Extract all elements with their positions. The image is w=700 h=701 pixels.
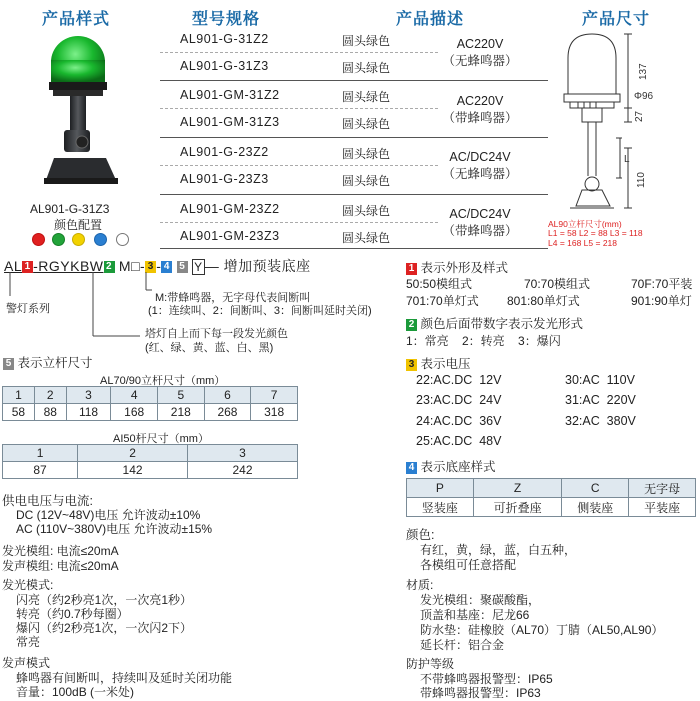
voltage-option: 25:AC.DC 48V xyxy=(416,434,502,448)
al7090-caption: AL70/90立杆尺寸（mm） xyxy=(100,375,226,387)
voltage-option: 22:AC.DC 12V xyxy=(416,373,502,387)
model-row-4: AL901-GM-31Z3 xyxy=(180,115,280,129)
table-cell: 4 xyxy=(111,387,158,404)
protection-line-2: 带蜂鸣器报警型：IP63 xyxy=(420,686,541,700)
row-divider xyxy=(160,165,438,166)
table-cell: 268 xyxy=(204,404,251,421)
table-cell: 可折叠座 xyxy=(473,498,561,517)
table-cell: 5 xyxy=(158,387,205,404)
power-dc: DC (12V~48V)电压 允许波动±10% xyxy=(16,508,201,522)
voltage-option: 30:AC 110V xyxy=(565,373,635,387)
al50-pole-table xyxy=(2,444,298,479)
table-cell: 318 xyxy=(251,404,298,421)
table-cell: 58 xyxy=(3,404,35,421)
material-title: 材质: xyxy=(406,578,434,592)
table-cell: Z xyxy=(473,479,561,498)
badge-3: 3 xyxy=(145,261,156,273)
table-cell: 2 xyxy=(34,387,66,404)
shape-option: 70F:70平装 xyxy=(631,277,693,291)
desc-group-2: AC220V （带蜂鸣器） xyxy=(442,94,518,125)
shape-row-6: 圆头绿色 xyxy=(342,174,391,188)
desc-group-4: AC/DC24V （带蜂鸣器） xyxy=(442,207,518,238)
voltage-option: 31:AC 220V xyxy=(565,393,636,407)
pole-size-note-line1: L1 = 58 L2 = 88 L3 = 118 xyxy=(548,228,643,238)
row-divider xyxy=(160,222,438,223)
color-line-2: 各模组可任意搭配 xyxy=(420,558,517,572)
table-cell: 218 xyxy=(158,404,205,421)
row-divider xyxy=(160,108,438,109)
desc-group-1: AC220V （无蜂鸣器） xyxy=(442,37,518,68)
table-cell: 侧装座 xyxy=(562,498,629,517)
header-model-spec: 型号规格 xyxy=(192,11,261,28)
sound-module-current: 发声模组: 电流≤20mA xyxy=(2,559,119,573)
table-cell: 2 xyxy=(78,445,188,462)
section-2-title: 2 颜色后面带数字表示发光形式 xyxy=(406,314,583,332)
color-title: 颜色: xyxy=(406,528,435,542)
section-1-title: 1 表示外形及样式 xyxy=(406,258,508,276)
ordering-code: AL 1 -RGYKBW 2 M□- 3 - 4 5 Y — 增加预装底座 xyxy=(4,258,311,274)
row-divider xyxy=(160,52,438,53)
sound-volume: 音量：100dB (一米处) xyxy=(16,685,135,699)
al50-caption: AI50杆尺寸（mm） xyxy=(113,433,209,445)
color-dot-white xyxy=(116,233,129,246)
model-row-7: AL901-GM-23Z2 xyxy=(180,202,280,216)
header-product-desc: 产品描述 xyxy=(396,11,465,28)
badge-2: 2 xyxy=(104,261,115,273)
table-cell: 118 xyxy=(66,404,111,421)
table-cell: 3 xyxy=(188,445,298,462)
voltage-option: 23:AC.DC 24V xyxy=(416,393,502,407)
table-cell: P xyxy=(407,479,474,498)
pole-size-note-line2: L4 = 168 L5 = 218 xyxy=(548,238,618,248)
protection-line-1: 不带蜂鸣器报警型：IP65 xyxy=(420,672,553,686)
dim-L: L xyxy=(624,154,630,165)
color-dot-red xyxy=(32,233,45,246)
section-4-title: 4 表示底座样式 xyxy=(406,457,496,475)
section-5-title: 5 表示立杆尺寸 xyxy=(3,353,93,371)
light-form-options: 1：常亮 2：转亮 3：爆闪 xyxy=(406,334,561,348)
voltage-option: 24:AC.DC 36V xyxy=(416,414,502,428)
table-cell: 168 xyxy=(111,404,158,421)
model-row-8: AL901-GM-23Z3 xyxy=(180,229,280,243)
color-dot-yellow xyxy=(72,233,85,246)
model-row-6: AL901-G-23Z3 xyxy=(180,172,269,186)
dim-137: 137 xyxy=(638,63,649,80)
badge-4: 4 xyxy=(161,261,172,273)
badge-1: 1 xyxy=(22,261,33,273)
shape-option: 901:90单灯 xyxy=(631,294,692,308)
group-divider xyxy=(160,248,548,249)
model-row-3: AL901-GM-31Z2 xyxy=(180,88,280,102)
protection-title: 防护等级 xyxy=(406,657,455,671)
shape-row-8: 圆头绿色 xyxy=(342,231,391,245)
light-module-current: 发光模组: 电流≤20mA xyxy=(2,544,119,558)
power-ac: AC (110V~380V)电压 允许波动±15% xyxy=(16,522,213,536)
model-row-5: AL901-G-23Z2 xyxy=(180,145,269,159)
color-line-1: 有红，黄，绿，蓝，白五种， xyxy=(420,543,577,557)
shape-option: 801:80单灯式 xyxy=(507,294,580,308)
table-cell: 无字母 xyxy=(629,479,696,498)
dim-27: 27 xyxy=(634,110,645,122)
desc-group-3: AC/DC24V （无蜂鸣器） xyxy=(442,150,518,181)
group-divider xyxy=(160,80,548,81)
table-cell: 87 xyxy=(3,462,78,479)
light-mode-flash: 闪亮（约2秒亮1次，一次亮1秒） xyxy=(16,593,193,607)
series-label: 警灯系列 xyxy=(6,303,50,315)
shape-row-2: 圆头绿色 xyxy=(342,61,391,75)
m-note-2: (1：连续叫、2：间断叫、3：间断叫延时关闭) xyxy=(148,305,372,317)
table-cell: 1 xyxy=(3,445,78,462)
material-line-2: 顶盖和基座：尼龙66 xyxy=(420,608,530,622)
table-cell: C xyxy=(562,479,629,498)
header-product-size: 产品尺寸 xyxy=(582,11,651,28)
table-cell: 142 xyxy=(78,462,188,479)
badge-5: 5 xyxy=(177,261,188,273)
color-dot-blue xyxy=(94,233,107,246)
shape-option: 70:70模组式 xyxy=(524,277,591,291)
color-dot-green xyxy=(52,233,65,246)
light-mode-burst: 爆闪（约2秒亮1次，一次闪2下） xyxy=(16,621,193,635)
shape-row-3: 圆头绿色 xyxy=(342,90,391,104)
table-cell: 6 xyxy=(204,387,251,404)
group-divider xyxy=(160,137,548,138)
power-title: 供电电压与电流: xyxy=(2,494,93,508)
shape-option: 701:70单灯式 xyxy=(406,294,479,308)
group-divider xyxy=(160,194,548,195)
light-mode-title: 发光模式: xyxy=(2,578,54,592)
material-line-3: 防水垫：硅橡胶（AL70）丁腈（AL50,AL90） xyxy=(420,623,664,637)
table-cell: 7 xyxy=(251,387,298,404)
color-config-caption: 颜色配置 xyxy=(54,218,103,232)
product-model-caption: AL901-G-31Z3 xyxy=(30,202,110,216)
base-style-table xyxy=(406,478,696,517)
shape-row-4: 圆头绿色 xyxy=(342,117,391,131)
tower-note-2: (红、绿、黄、蓝、白、黑) xyxy=(145,342,274,354)
model-row-1: AL901-G-31Z2 xyxy=(180,32,269,46)
material-line-4: 延长杆：铝合金 xyxy=(420,638,505,652)
light-mode-steady: 常亮 xyxy=(16,635,41,649)
table-cell: 88 xyxy=(34,404,66,421)
m-note-1: M:带蜂鸣器，无字母代表间断叫 xyxy=(155,292,311,304)
voltage-option: 32:AC 380V xyxy=(565,414,636,428)
model-row-2: AL901-G-31Z3 xyxy=(180,59,269,73)
header-product-style: 产品样式 xyxy=(42,11,111,28)
tower-note-1: 塔灯自上而下每一段发光颜色 xyxy=(145,328,288,340)
light-mode-rotate: 转亮（约0.7秒每圈） xyxy=(16,607,129,621)
shape-row-5: 圆头绿色 xyxy=(342,147,391,161)
sound-mode-desc: 蜂鸣器有间断叫，持续叫及延时关闭功能 xyxy=(16,671,233,685)
table-cell: 竖装座 xyxy=(407,498,474,517)
shape-row-1: 圆头绿色 xyxy=(342,34,391,48)
table-cell: 1 xyxy=(3,387,35,404)
dim-110: 110 xyxy=(636,172,647,188)
product-photo xyxy=(20,30,140,200)
table-cell: 242 xyxy=(188,462,298,479)
material-line-1: 发光模组：聚碳酸酯， xyxy=(420,593,541,607)
table-cell: 3 xyxy=(66,387,111,404)
sound-mode-title: 发声模式 xyxy=(2,656,51,670)
table-cell: 平装座 xyxy=(629,498,696,517)
section-3-title: 3 表示电压 xyxy=(406,354,471,372)
dim-phi96: Φ96 xyxy=(634,91,654,102)
pole-size-note-title: AL90立杆尺寸(mm) xyxy=(548,219,622,229)
al7090-pole-table xyxy=(2,386,298,421)
dimension-drawing xyxy=(548,28,698,222)
shape-option: 50:50模组式 xyxy=(406,277,473,291)
shape-row-7: 圆头绿色 xyxy=(342,204,391,218)
